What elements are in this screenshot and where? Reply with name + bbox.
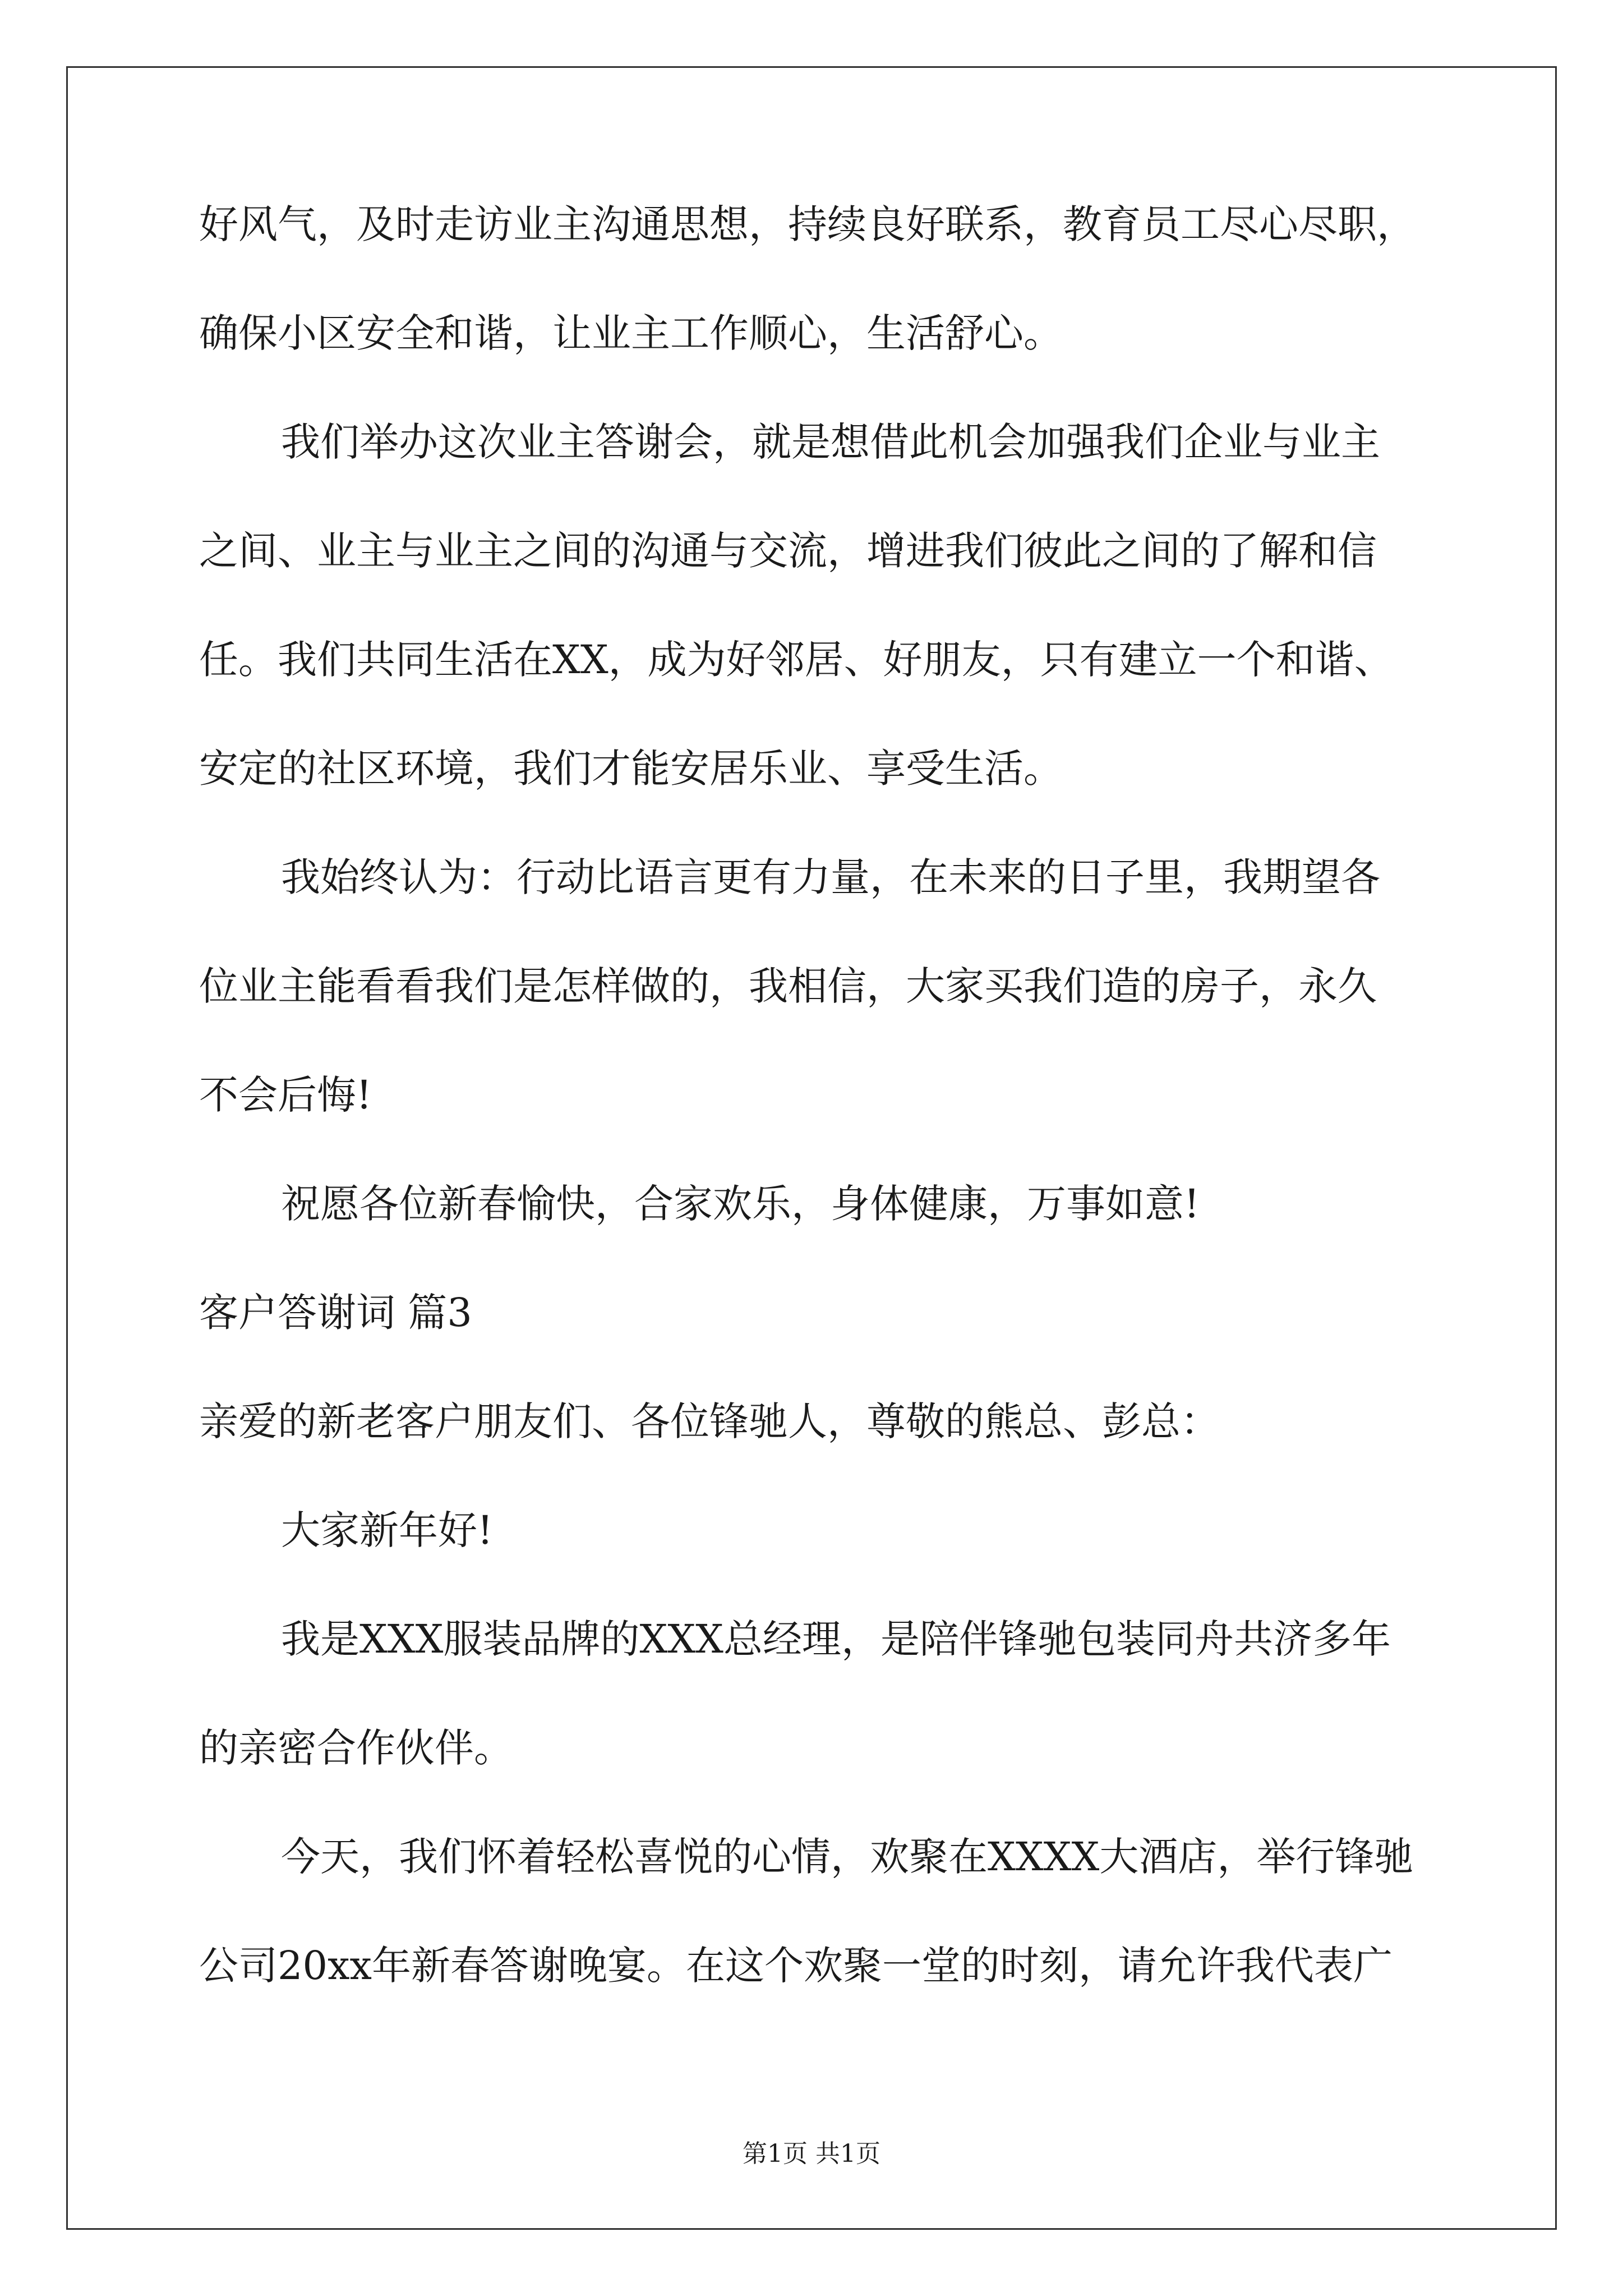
text-line: 安定的社区环境，我们才能安居乐业、享受生活。 [199, 746, 1063, 792]
text-line: 位业主能看看我们是怎样做的，我相信，大家买我们造的房子，永久 [199, 963, 1377, 1009]
page-border [66, 66, 1557, 2230]
text-line: 确保小区安全和谐，让业主工作顺心，生活舒心。 [199, 310, 1063, 356]
text-line: 祝愿各位新春愉快，合家欢乐，身体健康，万事如意! [281, 1181, 1200, 1227]
greeting: 大家新年好! [281, 1507, 494, 1553]
text-line: 不会后悔! [199, 1072, 372, 1118]
text-line: 我们举办这次业主答谢会，就是想借此机会加强我们企业与业主 [281, 419, 1380, 465]
text-line: 任。我们共同生活在XX，成为好邻居、好朋友，只有建立一个和谐、 [199, 637, 1394, 683]
text-line: 我是XXX服装品牌的XXX总经理，是陪伴锋驰包装同舟共济多年 [281, 1616, 1391, 1662]
text-line: 今天，我们怀着轻松喜悦的心情，欢聚在XXXX大酒店，举行锋驰 [281, 1834, 1414, 1880]
text-line: 之间、业主与业主之间的沟通与交流，增进我们彼此之间的了解和信 [199, 528, 1377, 574]
salutation: 亲爱的新老客户朋友们、各位锋驰人，尊敬的熊总、彭总： [199, 1398, 1220, 1444]
text-line: 好风气，及时走访业主沟通思想，持续良好联系，教育员工尽心尽职， [199, 201, 1416, 247]
text-line: 的亲密合作伙伴。 [199, 1725, 513, 1771]
page-footer: 第1页 共1页 [743, 2139, 880, 2168]
section-heading: 客户答谢词 篇3 [199, 1290, 472, 1336]
text-line: 我始终认为：行动比语言更有力量，在未来的日子里，我期望各 [281, 854, 1380, 900]
text-line: 公司20xx年新春答谢晚宴。在这个欢聚一堂的时刻，请允许我代表广 [199, 1943, 1393, 1989]
